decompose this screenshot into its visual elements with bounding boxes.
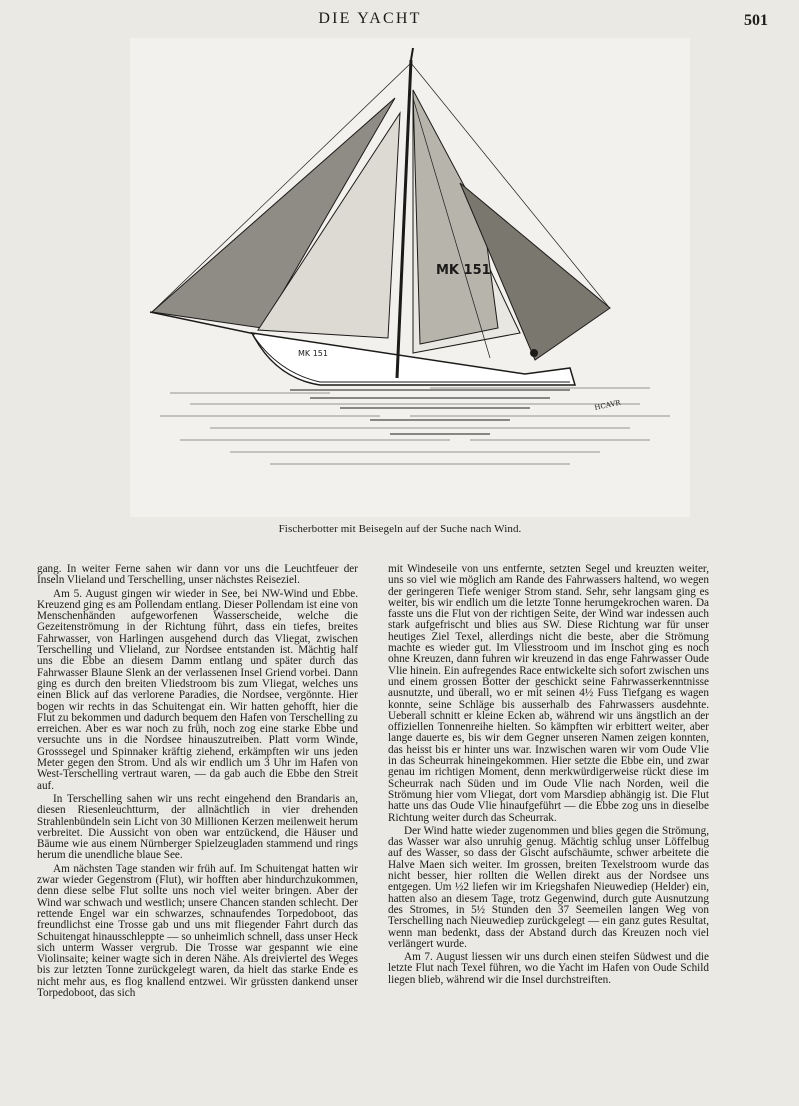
paragraph: In Terschelling sahen wir uns recht eingehend den Brandaris an, diesen Riesenleuchtturm, der allnächtlich in vier drehenden Strahlenbündeln sein Licht von 30 Millionen Kerzen meilenweit herum verbreitet. Die Aussicht von oben war entzückend, die Häuser und Bäume wie aus einem Nürnberger Spielzeugladen stammend und rings herum die unendliche blaue See. — [37, 792, 358, 862]
paragraph: Der Wind hatte wieder zugenommen und blies gegen die Strömung, das Wasser war also unruhig genug. Mächtig schlug unser Löffelbug auf des Wasser, so dass der Gischt aufschäumte, schwer arbeitete die Halve Maen sich weiter. Im grossen, breiten Texelstroom wurde das nicht besser, hier rollten die Wellen direkt aus der Nordsee uns entgegen. Um ½2 liefen wir im Kriegshafen Nieuwediep (Helder) ein, hatten also an diesem Tage, trotz Gegenwind, durch gute Ausnutzung des Stromes, in 5½ Stunden den 37 Seemeilen langen Weg von Terschelling nach Nieuwediep zurückgelegt — ein ganz gutes Resultat, wenn man bedenkt, dass der Abstand durch das Kreuzen noch viel verlängert wurde. — [388, 824, 709, 950]
figure-caption: Fischerbotter mit Beisegeln auf der Suche nach Wind. — [278, 523, 522, 535]
page-header — [0, 0, 799, 34]
text-column-right — [388, 564, 709, 988]
paragraph: mit Windeseile von uns entfernte, setzten Segel und kreuzten weiter, uns so viel wie möglich am Rande des Fahrwassers haltend, wo wegen der geringeren Tiefe weniger Strom stand. Sehr, sehr langsam ging es weiter, bis wir endlich um die letzte Tonne herumgekrochen waren. Da fasste uns die Flut von der richtigen Seite, der Wind war indessen auch stark aufgefrischt und blies aus SW. Diese Richtung war für unser heutiges Ziel Texel, allerdings nicht die beste, aber die Strömung machte es wieder gut. Im Vliesstroom und im Inschot ging es noch ohne Kreuzen, dann fuhren wir kreuzend in das enge Fahrwasser Oude Vlie hinein. Ein aufregendes Race entwickelte sich sofort zwischen uns und einem grossen Botter der geschickt seine Fahrwasserkenntnisse ausnutzte, und überall, wo er mit seinen 4½ Fuss Tiefgang es wagen konnte, seine Schläge bis ausserhalb des Fahrwassers ausdehnte. Ueberall schnitt er kleine Ecken ab, während wir uns ängstlich an der offiziellen Tonnenreihe hielten. So kämpften wir erbittert weiter, aber lange dauerte es, bis wir dem Gegner unseren Namen zeigen konnten, das heisst bis er hinter uns war. Inzwischen waren wir vom Oude Vlie in das Scheurrak hineingekommen. Hier setzte die Ebbe ein, und zwar genau im richtigen Moment, denn merkwürdigerweise rückt diese im Scheurrak nach Süden und im Oude Vlie nach Norden, weil die Strömung hier vom Vliegat, dort vom Marsdiep abhängig ist. Die Flut hatte uns das Oude Vlie hinaufgeführt — die Ebbe zog uns in dieselbe Richtung weiter durch das Scheurrak. — [388, 563, 709, 824]
paragraph: Am 7. August liessen wir uns durch einen steifen Südwest und die letzte Flut nach Texel führen, wo die Yacht im Hafen von Oude Schild liegen blieb, während wir die Insel durchstreiften. — [388, 951, 709, 986]
page-number: 501 — [744, 12, 768, 29]
paragraph: Am nächsten Tage standen wir früh auf. Im Schuitengat hatten wir zwar wieder Gegenstrom (Flut), wir hofften aber hindurchzukommen, denn diese selbe Flut sollte uns noch viel weiter bringen. Aber der Wind war schwach und westlich; unsere Chancen standen schlecht. Der rettende Engel war ein schwarzes, schnaufendes Torpedoboot, das freundlichst eine Trosse gab und uns mit fliegender Fahrt durch das Schuitengat hinausschleppte — so unheimlich schnell, dass unser Heck sich unterm Wasser vergrub. Die Trosse war gespannt wie eine Violinsaite; keiner wagte sich in deren Nähe. Als dreiviertel des Weges bis zur letzten Tonne zurückgelegt waren, da hielt das starke Ende es nicht mehr aus, es flog knallend entzwei. Wir grüssten dankend unser Torpedoboot, das sich — [37, 862, 358, 999]
text-column-left — [37, 564, 358, 1001]
paragraph: gang. In weiter Ferne sahen wir dann vor uns die Leuchtfeuer der Inseln Vlieland und Terschelling, unser nächstes Reiseziel. — [37, 563, 358, 587]
paragraph: Am 5. August gingen wir wieder in See, bei NW-Wind und Ebbe. Kreuzend ging es am Pollendam entlang. Dieser Pollendam ist eine von Menschenhänden aufgeworfenen Wasserscheide, welche die Gezeitenströmung in der Richtung führt, dass ein tiefes, breites Fahrwasser, von Harlingen ausgehend durch das Vliegat, zwischen Terschelling und Vlieland, zur Nordsee entstanden ist. Mächtig half uns die Ebbe an diesem Damm entlang und später durch das Fahrwasser Blaune Slenk an der verlassenen Insel Griend vorbei. Dann ging es durch den breiten Vliedstroom bis zum Vliegat, welches uns einen Blick auf das verlorene Paradies, die Nordsee, vergönnte. Hier bogen wir rechts in das Schuitengat ein. Wir hatten gehofft, hier die Flut zu bekommen und dadurch bequem den Hafen von Terschelling zu erreichen. Aber es war noch zu früh, noch zog eine starke Ebbe und versuchte uns in die Nordsee hinauszutreiben. Platt vorm Winde, Grosssegel und Spinnaker kräftig ziehend, erkämpften wir uns jeden Meter gegen den Strom. Und als wir endlich um 3 Uhr im Hafen von West-Terschelling vertraut waren, — da gab auch die Ebbe den Streit auf. — [37, 587, 358, 792]
hull-number: MK 151 — [298, 349, 328, 358]
sailor-figure — [530, 349, 538, 357]
running-title: DIE YACHT — [318, 10, 422, 27]
sail-number: MK 151 — [436, 263, 491, 278]
boat-illustration — [130, 38, 690, 517]
artist-signature: HCAVR — [593, 398, 622, 412]
